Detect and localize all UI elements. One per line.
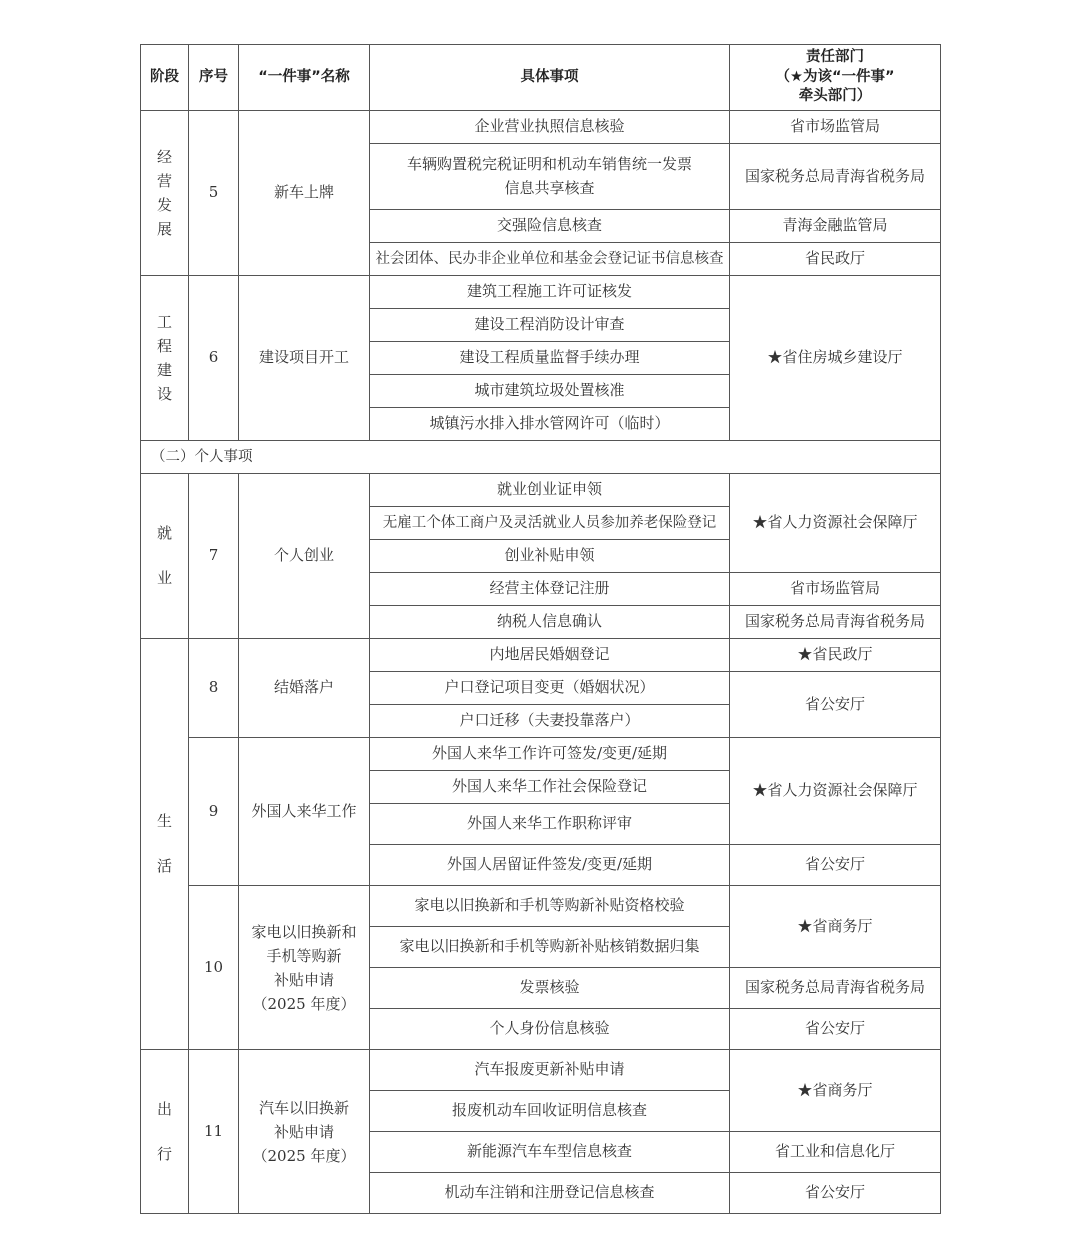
item-cell: 外国人来华工作职称评审 — [370, 804, 730, 845]
dept-cell: 省公安厅 — [730, 845, 941, 886]
dept-cell: 省民政厅 — [730, 243, 941, 276]
item-cell: 社会团体、民办非企业单位和基金会登记证书信息核查 — [370, 243, 730, 276]
item-cell: 外国人来华工作社会保险登记 — [370, 771, 730, 804]
section-personal: （二）个人事项 — [141, 441, 941, 474]
item-cell: 外国人来华工作许可签发/变更/延期 — [370, 738, 730, 771]
header-item: 具体事项 — [370, 45, 730, 111]
item-cell: 机动车注销和注册登记信息核查 — [370, 1173, 730, 1214]
matter-name: 个人创业 — [239, 474, 370, 639]
item-cell: 车辆购置税完税证明和机动车销售统一发票 信息共享核查 — [370, 144, 730, 210]
row-no: 5 — [189, 111, 239, 276]
header-dept-line2: （★为该“一件事” — [775, 68, 895, 85]
stage-employment: 就 业 — [141, 474, 189, 639]
matter-name: 家电以旧换新和 手机等购新 补贴申请 （2025 年度） — [239, 886, 370, 1050]
item-cell: 交强险信息核查 — [370, 210, 730, 243]
item-cell: 就业创业证申领 — [370, 474, 730, 507]
item-cell: 城市建筑垃圾处置核准 — [370, 375, 730, 408]
matter-name: 外国人来华工作 — [239, 738, 370, 886]
matter-name: 汽车以旧换新 补贴申请 （2025 年度） — [239, 1050, 370, 1214]
dept-cell: ★省人力资源社会保障厅 — [730, 474, 941, 573]
item-cell: 报废机动车回收证明信息核查 — [370, 1091, 730, 1132]
dept-cell: 省市场监管局 — [730, 111, 941, 144]
matter-name: 建设项目开工 — [239, 276, 370, 441]
item-cell: 户口迁移（夫妻投靠落户） — [370, 705, 730, 738]
header-name: “一件事”名称 — [239, 45, 370, 111]
item-cell: 创业补贴申领 — [370, 540, 730, 573]
dept-cell: 国家税务总局青海省税务局 — [730, 606, 941, 639]
dept-cell: ★省商务厅 — [730, 1050, 941, 1132]
table-row — [141, 738, 941, 771]
dept-cell: 省公安厅 — [730, 1009, 941, 1050]
item-cell: 无雇工个体工商户及灵活就业人员参加养老保险登记 — [370, 507, 730, 540]
stage-construction: 工 程 建 设 — [141, 276, 189, 441]
stage-business: 经 营 发 展 — [141, 111, 189, 276]
header-dept — [730, 45, 941, 111]
table-row — [141, 111, 941, 144]
table-row — [141, 1050, 941, 1091]
item-cell: 户口登记项目变更（婚姻状况） — [370, 672, 730, 705]
item-cell: 汽车报废更新补贴申请 — [370, 1050, 730, 1091]
row-no: 9 — [189, 738, 239, 886]
item-cell: 建设工程质量监督手续办理 — [370, 342, 730, 375]
item-cell: 企业营业执照信息核验 — [370, 111, 730, 144]
row-no: 7 — [189, 474, 239, 639]
item-cell: 建筑工程施工许可证核发 — [370, 276, 730, 309]
dept-cell: 国家税务总局青海省税务局 — [730, 968, 941, 1009]
dept-cell: ★省商务厅 — [730, 886, 941, 968]
matter-name: 结婚落户 — [239, 639, 370, 738]
item-cell: 外国人居留证件签发/变更/延期 — [370, 845, 730, 886]
dept-cell: 省公安厅 — [730, 1173, 941, 1214]
dept-cell: ★省人力资源社会保障厅 — [730, 738, 941, 845]
item-cell: 建设工程消防设计审查 — [370, 309, 730, 342]
dept-cell: 省公安厅 — [730, 672, 941, 738]
item-cell: 家电以旧换新和手机等购新补贴资格校验 — [370, 886, 730, 927]
row-no: 8 — [189, 639, 239, 738]
table-row — [141, 886, 941, 927]
row-no: 6 — [189, 276, 239, 441]
header-dept-line1: 责任部门 — [806, 49, 864, 66]
item-cell: 个人身份信息核验 — [370, 1009, 730, 1050]
dept-cell: ★省民政厅 — [730, 639, 941, 672]
dept-cell: 青海金融监管局 — [730, 210, 941, 243]
section-row — [141, 441, 941, 474]
stage-travel: 出 行 — [141, 1050, 189, 1214]
header-row — [141, 45, 941, 111]
header-dept-line3: 牵头部门） — [798, 88, 872, 105]
dept-cell: 省工业和信息化厅 — [730, 1132, 941, 1173]
item-cell: 纳税人信息确认 — [370, 606, 730, 639]
matter-name: 新车上牌 — [239, 111, 370, 276]
row-no: 10 — [189, 886, 239, 1050]
item-cell: 经营主体登记注册 — [370, 573, 730, 606]
item-cell: 城镇污水排入排水管网许可（临时） — [370, 408, 730, 441]
dept-cell: ★省住房城乡建设厅 — [730, 276, 941, 441]
header-no: 序号 — [189, 45, 239, 111]
matters-table — [140, 44, 941, 1214]
table-row — [141, 474, 941, 507]
stage-life: 生 活 — [141, 639, 189, 1050]
table-row — [141, 276, 941, 309]
row-no: 11 — [189, 1050, 239, 1214]
item-cell: 发票核验 — [370, 968, 730, 1009]
item-cell: 内地居民婚姻登记 — [370, 639, 730, 672]
dept-cell: 国家税务总局青海省税务局 — [730, 144, 941, 210]
dept-cell: 省市场监管局 — [730, 573, 941, 606]
item-cell: 新能源汽车车型信息核查 — [370, 1132, 730, 1173]
header-stage: 阶段 — [141, 45, 189, 111]
table-row — [141, 639, 941, 672]
item-cell: 家电以旧换新和手机等购新补贴核销数据归集 — [370, 927, 730, 968]
